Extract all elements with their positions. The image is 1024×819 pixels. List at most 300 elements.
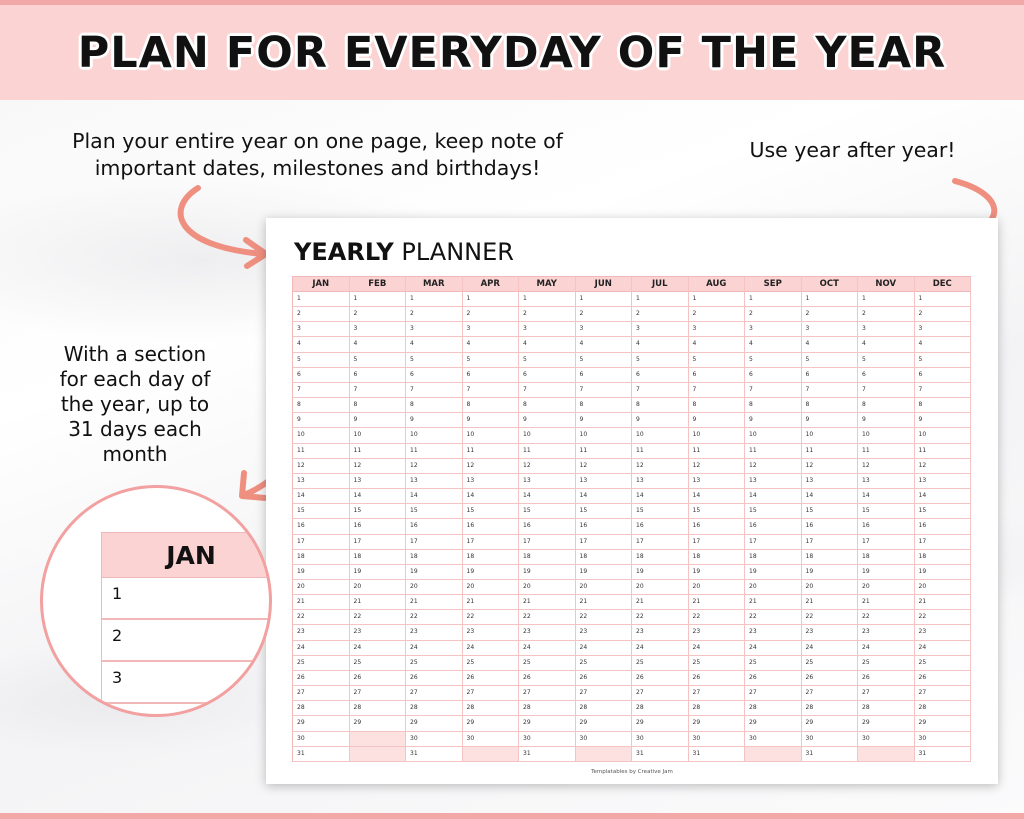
day-cell: 19: [463, 565, 520, 580]
day-cell: 31: [519, 747, 576, 762]
zoom-row: 1: [101, 578, 272, 620]
day-cell: 20: [293, 580, 350, 595]
planner-grid: [292, 276, 971, 762]
day-cell: 23: [293, 625, 350, 640]
day-cell: 6: [576, 368, 633, 383]
day-cell: 24: [802, 641, 859, 656]
day-cell: 28: [350, 701, 407, 716]
caption-section-line-2: for each day of: [59, 367, 211, 391]
day-cell: 26: [406, 671, 463, 686]
day-cell: 1: [350, 292, 407, 307]
day-cell: 28: [576, 701, 633, 716]
day-cell: 18: [689, 550, 746, 565]
day-cell: 27: [293, 686, 350, 701]
day-cell: 27: [350, 686, 407, 701]
zoom-circle: [40, 485, 272, 717]
day-cell: 17: [576, 535, 633, 550]
day-cell: 23: [350, 625, 407, 640]
day-cell: 25: [802, 656, 859, 671]
day-cell: 7: [576, 383, 633, 398]
caption-main-line-1: Plan your entire year on one page, keep note of: [72, 129, 563, 153]
day-cell: 23: [406, 625, 463, 640]
day-cell: 13: [689, 474, 746, 489]
banner: [0, 5, 1024, 100]
day-cell: 7: [689, 383, 746, 398]
day-cell: 29: [350, 716, 407, 731]
day-cell: 5: [745, 353, 802, 368]
day-cell: 24: [350, 641, 407, 656]
day-cell: 11: [858, 444, 915, 459]
day-cell: 3: [858, 322, 915, 337]
day-cell: 21: [519, 595, 576, 610]
day-cell: 12: [632, 459, 689, 474]
zoom-row: 3: [101, 662, 272, 704]
day-cell: 12: [350, 459, 407, 474]
day-cell: 13: [745, 474, 802, 489]
day-cell: 15: [745, 504, 802, 519]
day-cell: 27: [802, 686, 859, 701]
day-cell: 11: [632, 444, 689, 459]
day-cell: 8: [915, 398, 972, 413]
bottom-rule: [0, 813, 1024, 819]
day-cell: 6: [802, 368, 859, 383]
day-cell: 14: [802, 489, 859, 504]
day-cell: 9: [915, 413, 972, 428]
day-cell: 6: [350, 368, 407, 383]
day-cell: 12: [689, 459, 746, 474]
day-cell: 26: [632, 671, 689, 686]
day-cell: 18: [293, 550, 350, 565]
day-cell: 11: [519, 444, 576, 459]
day-cell: 16: [293, 519, 350, 534]
day-cell-empty: [350, 732, 407, 747]
day-cell: 26: [858, 671, 915, 686]
day-cell: 24: [745, 641, 802, 656]
day-cell: 24: [576, 641, 633, 656]
month-header: OCT: [802, 277, 859, 292]
day-cell: 15: [350, 504, 407, 519]
day-cell: 17: [632, 535, 689, 550]
day-cell: 3: [576, 322, 633, 337]
month-header: FEB: [350, 277, 407, 292]
day-cell: 2: [632, 307, 689, 322]
day-cell: 2: [745, 307, 802, 322]
day-cell: 20: [463, 580, 520, 595]
day-cell: 5: [632, 353, 689, 368]
day-cell: 11: [745, 444, 802, 459]
day-cell: 31: [632, 747, 689, 762]
day-cell: 9: [406, 413, 463, 428]
day-cell: 13: [350, 474, 407, 489]
day-cell: 22: [519, 610, 576, 625]
day-cell: 11: [802, 444, 859, 459]
day-cell: 29: [858, 716, 915, 731]
day-cell: 1: [406, 292, 463, 307]
day-cell: 17: [293, 535, 350, 550]
day-cell: 2: [858, 307, 915, 322]
day-cell: 29: [632, 716, 689, 731]
day-cell: 16: [802, 519, 859, 534]
day-cell-empty: [745, 747, 802, 762]
day-cell: 21: [350, 595, 407, 610]
caption-main: [40, 128, 595, 182]
day-cell: 4: [915, 337, 972, 352]
day-cell: 13: [858, 474, 915, 489]
day-cell: 5: [689, 353, 746, 368]
day-cell: 26: [463, 671, 520, 686]
day-cell: 23: [632, 625, 689, 640]
day-cell: 14: [576, 489, 633, 504]
day-cell: 8: [689, 398, 746, 413]
day-cell: 10: [576, 428, 633, 443]
day-cell: 21: [802, 595, 859, 610]
day-cell: 11: [576, 444, 633, 459]
planner-sheet: [266, 218, 998, 784]
day-cell: 20: [689, 580, 746, 595]
day-cell: 6: [463, 368, 520, 383]
day-cell: 7: [802, 383, 859, 398]
day-cell: 12: [915, 459, 972, 474]
day-cell: 9: [689, 413, 746, 428]
month-header: MAR: [406, 277, 463, 292]
day-cell: 31: [689, 747, 746, 762]
day-cell: 21: [576, 595, 633, 610]
day-cell: 31: [406, 747, 463, 762]
day-cell: 5: [463, 353, 520, 368]
caption-section-line-5: month: [102, 442, 168, 466]
day-cell: 18: [858, 550, 915, 565]
day-cell: 28: [519, 701, 576, 716]
day-cell: 16: [915, 519, 972, 534]
day-cell: 9: [463, 413, 520, 428]
day-cell: 30: [293, 732, 350, 747]
day-cell: 23: [689, 625, 746, 640]
day-cell: 18: [576, 550, 633, 565]
day-cell: 12: [293, 459, 350, 474]
day-cell: 10: [350, 428, 407, 443]
day-cell: 25: [858, 656, 915, 671]
day-cell: 6: [915, 368, 972, 383]
day-cell: 17: [689, 535, 746, 550]
day-cell: 14: [350, 489, 407, 504]
day-cell: 13: [802, 474, 859, 489]
month-header: MAY: [519, 277, 576, 292]
day-cell: 2: [519, 307, 576, 322]
day-cell: 27: [745, 686, 802, 701]
day-cell: 1: [745, 292, 802, 307]
day-cell: 1: [519, 292, 576, 307]
day-cell: 3: [463, 322, 520, 337]
day-cell: 26: [519, 671, 576, 686]
day-cell: 24: [293, 641, 350, 656]
day-cell: 24: [915, 641, 972, 656]
planner-title: [294, 238, 514, 266]
day-cell: 2: [463, 307, 520, 322]
day-cell: 15: [406, 504, 463, 519]
day-cell: 14: [858, 489, 915, 504]
day-cell: 22: [858, 610, 915, 625]
day-cell: 8: [858, 398, 915, 413]
day-cell: 16: [632, 519, 689, 534]
day-cell: 23: [576, 625, 633, 640]
day-cell: 4: [463, 337, 520, 352]
day-cell: 23: [519, 625, 576, 640]
day-cell: 27: [519, 686, 576, 701]
day-cell: 19: [406, 565, 463, 580]
day-cell: 9: [802, 413, 859, 428]
day-cell: 17: [858, 535, 915, 550]
day-cell: 26: [293, 671, 350, 686]
day-cell: 25: [632, 656, 689, 671]
day-cell: 5: [915, 353, 972, 368]
day-cell: 13: [406, 474, 463, 489]
day-cell: 3: [406, 322, 463, 337]
day-cell: 9: [745, 413, 802, 428]
day-cell: 25: [350, 656, 407, 671]
day-cell: 18: [350, 550, 407, 565]
day-cell: 29: [293, 716, 350, 731]
day-cell: 10: [802, 428, 859, 443]
day-cell: 23: [802, 625, 859, 640]
day-cell: 16: [745, 519, 802, 534]
day-cell: 7: [745, 383, 802, 398]
day-cell: 4: [519, 337, 576, 352]
day-cell: 11: [350, 444, 407, 459]
day-cell: 5: [519, 353, 576, 368]
day-cell: 19: [689, 565, 746, 580]
day-cell: 13: [576, 474, 633, 489]
day-cell: 4: [632, 337, 689, 352]
day-cell: 8: [576, 398, 633, 413]
day-cell: 25: [519, 656, 576, 671]
day-cell: 8: [463, 398, 520, 413]
month-header: SEP: [745, 277, 802, 292]
day-cell: 10: [689, 428, 746, 443]
day-cell: 5: [576, 353, 633, 368]
day-cell: 1: [802, 292, 859, 307]
day-cell: 21: [406, 595, 463, 610]
day-cell: 13: [915, 474, 972, 489]
day-cell: 2: [406, 307, 463, 322]
day-cell: 20: [519, 580, 576, 595]
day-cell: 25: [406, 656, 463, 671]
day-cell: 16: [406, 519, 463, 534]
day-cell: 9: [576, 413, 633, 428]
day-cell: 21: [632, 595, 689, 610]
day-cell: 30: [632, 732, 689, 747]
planner-footer: Templatables by Creative Jam: [591, 769, 673, 775]
day-cell: 17: [802, 535, 859, 550]
day-cell: 20: [632, 580, 689, 595]
day-cell: 28: [858, 701, 915, 716]
day-cell: 30: [802, 732, 859, 747]
day-cell: 23: [915, 625, 972, 640]
day-cell: 14: [632, 489, 689, 504]
day-cell: 25: [915, 656, 972, 671]
day-cell: 6: [293, 368, 350, 383]
day-cell: 9: [858, 413, 915, 428]
day-cell: 19: [745, 565, 802, 580]
day-cell: 4: [689, 337, 746, 352]
day-cell: 5: [858, 353, 915, 368]
zoom-month-header: JAN: [101, 532, 272, 578]
day-cell: 1: [463, 292, 520, 307]
day-cell: 18: [632, 550, 689, 565]
day-cell: 21: [915, 595, 972, 610]
day-cell: 15: [858, 504, 915, 519]
day-cell: 17: [519, 535, 576, 550]
day-cell: 29: [802, 716, 859, 731]
day-cell: 3: [293, 322, 350, 337]
day-cell: 15: [293, 504, 350, 519]
day-cell: 5: [802, 353, 859, 368]
caption-section-line-3: the year, up to: [60, 392, 210, 416]
day-cell: 14: [519, 489, 576, 504]
day-cell: 15: [576, 504, 633, 519]
day-cell: 10: [519, 428, 576, 443]
day-cell: 7: [858, 383, 915, 398]
day-cell: 29: [689, 716, 746, 731]
day-cell-empty: [350, 747, 407, 762]
day-cell: 31: [293, 747, 350, 762]
day-cell: 29: [519, 716, 576, 731]
day-cell: 9: [350, 413, 407, 428]
day-cell: 13: [293, 474, 350, 489]
day-cell: 20: [745, 580, 802, 595]
day-cell: 6: [745, 368, 802, 383]
month-header: NOV: [858, 277, 915, 292]
day-cell: 26: [350, 671, 407, 686]
day-cell: 5: [350, 353, 407, 368]
day-cell: 24: [406, 641, 463, 656]
day-cell: 6: [858, 368, 915, 383]
caption-section-line-1: With a section: [63, 342, 207, 366]
day-cell: 3: [632, 322, 689, 337]
day-cell: 20: [406, 580, 463, 595]
caption-section: [40, 342, 230, 467]
day-cell: 20: [915, 580, 972, 595]
day-cell: 17: [406, 535, 463, 550]
arrow-left-icon: [168, 180, 278, 275]
day-cell: 1: [576, 292, 633, 307]
day-cell: 18: [745, 550, 802, 565]
day-cell: 16: [463, 519, 520, 534]
day-cell: 16: [350, 519, 407, 534]
day-cell: 27: [406, 686, 463, 701]
day-cell-empty: [463, 747, 520, 762]
day-cell: 8: [293, 398, 350, 413]
day-cell: 22: [406, 610, 463, 625]
day-cell: 15: [915, 504, 972, 519]
day-cell: 10: [463, 428, 520, 443]
day-cell: 22: [463, 610, 520, 625]
day-cell: 8: [632, 398, 689, 413]
day-cell: 29: [915, 716, 972, 731]
day-cell: 29: [576, 716, 633, 731]
day-cell: 22: [350, 610, 407, 625]
day-cell: 26: [915, 671, 972, 686]
day-cell: 31: [915, 747, 972, 762]
day-cell: 17: [745, 535, 802, 550]
day-cell: 4: [406, 337, 463, 352]
day-cell: 27: [689, 686, 746, 701]
day-cell: 8: [802, 398, 859, 413]
day-cell: 3: [745, 322, 802, 337]
day-cell: 6: [689, 368, 746, 383]
planner-title-light: PLANNER: [401, 238, 514, 266]
day-cell: 19: [293, 565, 350, 580]
day-cell: 24: [632, 641, 689, 656]
day-cell: 30: [463, 732, 520, 747]
day-cell: 20: [802, 580, 859, 595]
month-header: JUL: [632, 277, 689, 292]
day-cell: 18: [519, 550, 576, 565]
day-cell: 10: [293, 428, 350, 443]
day-cell: 15: [632, 504, 689, 519]
day-cell: 30: [858, 732, 915, 747]
day-cell: 2: [689, 307, 746, 322]
day-cell: 24: [463, 641, 520, 656]
day-cell: 2: [576, 307, 633, 322]
day-cell: 11: [406, 444, 463, 459]
month-header: JUN: [576, 277, 633, 292]
day-cell: 28: [463, 701, 520, 716]
day-cell: 30: [745, 732, 802, 747]
day-cell: 29: [463, 716, 520, 731]
day-cell: 16: [576, 519, 633, 534]
day-cell: 2: [293, 307, 350, 322]
day-cell: 20: [576, 580, 633, 595]
day-cell: 10: [745, 428, 802, 443]
day-cell: 1: [293, 292, 350, 307]
day-cell: 1: [689, 292, 746, 307]
day-cell: 17: [915, 535, 972, 550]
day-cell: 22: [632, 610, 689, 625]
day-cell: 19: [519, 565, 576, 580]
day-cell: 11: [293, 444, 350, 459]
day-cell: 28: [745, 701, 802, 716]
day-cell: 19: [858, 565, 915, 580]
day-cell: 10: [632, 428, 689, 443]
day-cell: 4: [858, 337, 915, 352]
day-cell: 30: [406, 732, 463, 747]
caption-section-line-4: 31 days each: [68, 417, 202, 441]
day-cell: 19: [802, 565, 859, 580]
day-cell: 23: [745, 625, 802, 640]
day-cell: 12: [519, 459, 576, 474]
planner-title-bold: YEARLY: [294, 238, 394, 266]
day-cell: 9: [293, 413, 350, 428]
day-cell: 3: [519, 322, 576, 337]
day-cell: 17: [350, 535, 407, 550]
day-cell: 28: [915, 701, 972, 716]
month-header: JAN: [293, 277, 350, 292]
day-cell: 19: [576, 565, 633, 580]
day-cell: 19: [915, 565, 972, 580]
day-cell: 1: [915, 292, 972, 307]
day-cell: 6: [519, 368, 576, 383]
day-cell: 27: [915, 686, 972, 701]
day-cell: 12: [463, 459, 520, 474]
day-cell: 14: [915, 489, 972, 504]
day-cell: 28: [632, 701, 689, 716]
day-cell: 20: [858, 580, 915, 595]
day-cell: 21: [745, 595, 802, 610]
day-cell: 6: [632, 368, 689, 383]
day-cell: 24: [689, 641, 746, 656]
day-cell: 10: [406, 428, 463, 443]
day-cell: 21: [463, 595, 520, 610]
